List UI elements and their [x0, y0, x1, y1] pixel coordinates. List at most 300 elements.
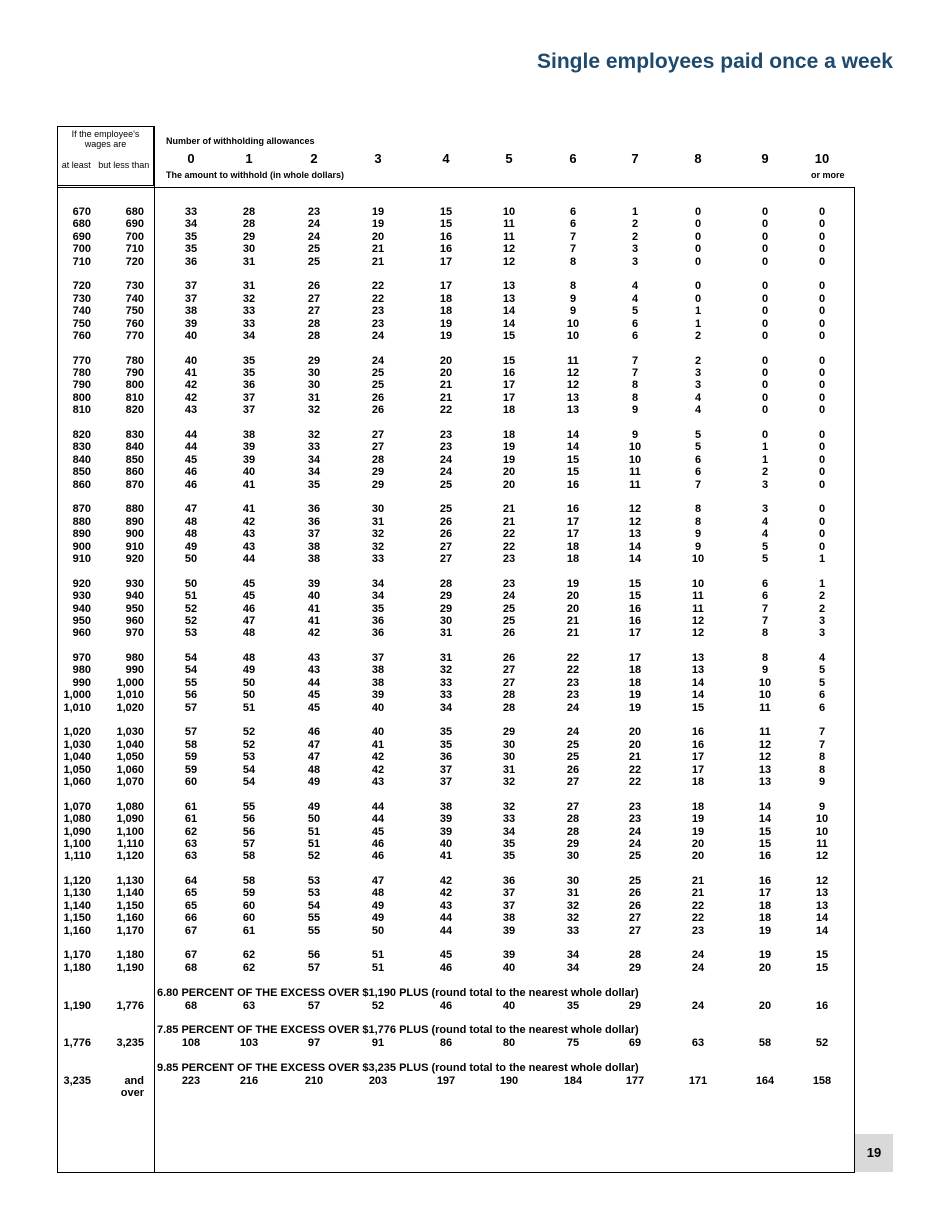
withholding-amount: 12 — [758, 751, 772, 764]
table-row — [0, 243, 950, 255]
withholding-amount: 1 — [694, 305, 702, 318]
withholding-amount: 61 — [242, 924, 256, 937]
withholding-amount: 48 — [184, 515, 198, 528]
withholding-amount: 34 — [371, 590, 385, 603]
withholding-amount: 14 — [628, 552, 642, 565]
withholding-amount: 17 — [439, 280, 453, 293]
wage-at-least: 980 — [72, 664, 91, 677]
withholding-amount: 31 — [502, 763, 516, 776]
table-row — [0, 541, 950, 553]
withholding-amount: 0 — [694, 243, 702, 256]
withholding-amount: 41 — [439, 850, 453, 863]
withholding-amount: 46 — [184, 466, 198, 479]
withholding-amount: 25 — [307, 255, 321, 268]
wage-at-least: 1,020 — [63, 726, 91, 739]
withholding-amount: 21 — [439, 391, 453, 404]
withholding-amount: 58 — [242, 875, 256, 888]
withholding-amount: 39 — [242, 453, 256, 466]
withholding-amount: 0 — [694, 218, 702, 231]
allowance-number: 0 — [187, 151, 195, 166]
withholding-amount: 43 — [439, 899, 453, 912]
withholding-amount: 27 — [502, 664, 516, 677]
withholding-amount: 49 — [307, 800, 321, 813]
table-row — [0, 1037, 950, 1049]
withholding-amount: 5 — [761, 540, 769, 553]
wage-at-least: 670 — [72, 206, 91, 218]
withholding-amount: 16 — [691, 738, 705, 751]
withholding-amount: 52 — [184, 602, 198, 615]
withholding-amount: 19 — [628, 701, 642, 714]
table-row — [0, 627, 950, 639]
withholding-amount: 15 — [439, 218, 453, 231]
or-more-label: or more — [811, 170, 845, 180]
withholding-amount: 43 — [242, 540, 256, 553]
withholding-amount: 0 — [761, 429, 769, 442]
withholding-amount: 15 — [628, 577, 642, 590]
table-row — [0, 801, 950, 813]
withholding-amount: 30 — [566, 850, 580, 863]
withholding-amount: 80 — [502, 1037, 516, 1049]
row-group — [0, 726, 950, 788]
withholding-amount: 44 — [371, 800, 385, 813]
withholding-amount: 3 — [761, 503, 769, 516]
withholding-amount: 16 — [439, 243, 453, 256]
withholding-amount: 5 — [761, 552, 769, 565]
withholding-amount: 28 — [502, 689, 516, 702]
table-row — [0, 379, 950, 391]
withholding-amount: 45 — [439, 949, 453, 962]
withholding-amount: 18 — [628, 676, 642, 689]
withholding-amount: 13 — [566, 404, 580, 417]
withholding-amount: 25 — [566, 738, 580, 751]
amount-label: The amount to withhold (in whole dollars) — [166, 170, 344, 180]
withholding-amount: 34 — [184, 218, 198, 231]
wage-at-least: 1,000 — [63, 689, 91, 702]
withholding-amount: 97 — [307, 1037, 321, 1049]
withholding-amount: 30 — [242, 243, 256, 256]
withholding-amount: 20 — [502, 466, 516, 479]
withholding-amount: 25 — [628, 875, 642, 888]
withholding-amount: 19 — [691, 813, 705, 826]
withholding-amount: 35 — [184, 230, 198, 243]
withholding-amount: 60 — [184, 775, 198, 788]
withholding-amount: 34 — [371, 577, 385, 590]
withholding-amount: 9 — [569, 292, 577, 305]
withholding-amount: 44 — [184, 441, 198, 454]
withholding-amount: 7 — [694, 478, 702, 491]
withholding-amount: 32 — [242, 292, 256, 305]
withholding-amount: 23 — [566, 676, 580, 689]
at-least-label: at least — [61, 160, 91, 170]
table-row — [0, 726, 950, 738]
withholding-amount: 43 — [371, 775, 385, 788]
withholding-amount: 19 — [439, 317, 453, 330]
withholding-amount: 21 — [371, 243, 385, 256]
withholding-amount: 0 — [694, 255, 702, 268]
withholding-amount: 57 — [307, 961, 321, 974]
wage-but-less-than: 1,130 — [116, 875, 144, 888]
withholding-amount: 32 — [566, 899, 580, 912]
withholding-amount: 53 — [242, 751, 256, 764]
withholding-amount: 6 — [569, 218, 577, 231]
withholding-amount: 25 — [439, 503, 453, 516]
withholding-amount: 36 — [184, 255, 198, 268]
allowance-number: 8 — [694, 151, 702, 166]
wage-but-less-than: 680 — [125, 206, 144, 218]
withholding-amount: 20 — [758, 961, 772, 974]
withholding-amount: 11 — [759, 726, 771, 739]
wage-but-less-than: 1,030 — [116, 726, 144, 739]
withholding-amount: 21 — [502, 503, 516, 516]
table-row — [0, 949, 950, 961]
withholding-amount: 10 — [502, 206, 516, 218]
withholding-amount: 28 — [307, 329, 321, 342]
withholding-amount: 41 — [307, 602, 321, 615]
wage-but-less-than: 990 — [125, 664, 144, 677]
withholding-amount: 32 — [307, 429, 321, 442]
withholding-amount: 0 — [818, 441, 826, 454]
withholding-amount: 39 — [242, 441, 256, 454]
withholding-amount: 17 — [628, 652, 642, 665]
wage-but-less-than: 880 — [125, 503, 144, 516]
withholding-amount: 50 — [242, 676, 256, 689]
withholding-amount: 28 — [628, 949, 642, 962]
withholding-amount: 55 — [307, 912, 321, 925]
wage-at-least: 890 — [72, 528, 91, 541]
wage-but-less-than: 840 — [125, 441, 144, 454]
withholding-amount: 21 — [691, 875, 705, 888]
withholding-amount: 37 — [242, 391, 256, 404]
withholding-amount: 13 — [691, 664, 705, 677]
withholding-amount: 52 — [371, 1000, 385, 1012]
withholding-amount: 7 — [631, 367, 639, 380]
table-row — [0, 231, 950, 243]
withholding-amount: 0 — [761, 379, 769, 392]
withholding-amount: 44 — [439, 912, 453, 925]
wage-at-least: 840 — [72, 453, 91, 466]
withholding-amount: 21 — [371, 255, 385, 268]
withholding-amount: 0 — [818, 317, 826, 330]
wage-at-least: 830 — [72, 441, 91, 454]
withholding-amount: 23 — [439, 441, 453, 454]
table-row — [0, 1000, 950, 1012]
table-row — [0, 218, 950, 230]
wage-but-less-than: 1,160 — [116, 912, 144, 925]
withholding-amount: 13 — [628, 528, 642, 541]
withholding-amount: 27 — [439, 540, 453, 553]
withholding-amount: 171 — [688, 1075, 708, 1087]
withholding-amount: 3 — [631, 255, 639, 268]
table-row — [0, 887, 950, 899]
withholding-amount: 7 — [761, 602, 769, 615]
withholding-amount: 7 — [818, 738, 826, 751]
withholding-amount: 24 — [691, 961, 705, 974]
withholding-amount: 43 — [242, 528, 256, 541]
wage-at-least: 690 — [72, 230, 91, 243]
withholding-amount: 36 — [307, 503, 321, 516]
withholding-amount: 8 — [818, 751, 826, 764]
withholding-amount: 8 — [569, 255, 577, 268]
withholding-amount: 35 — [502, 837, 516, 850]
withholding-amount: 24 — [371, 329, 385, 342]
withholding-amount: 158 — [812, 1075, 832, 1087]
withholding-amount: 55 — [184, 676, 198, 689]
withholding-amount: 37 — [242, 404, 256, 417]
withholding-amount: 15 — [758, 837, 772, 850]
withholding-amount: 0 — [694, 230, 702, 243]
withholding-amount: 34 — [439, 701, 453, 714]
withholding-amount: 14 — [691, 676, 705, 689]
header-divider — [57, 187, 855, 188]
table-row — [0, 1075, 950, 1100]
wage-at-least: 1,120 — [63, 875, 91, 888]
withholding-amount: 47 — [307, 738, 321, 751]
wage-at-least: 860 — [72, 478, 91, 491]
withholding-amount: 20 — [566, 590, 580, 603]
withholding-amount: 16 — [758, 850, 772, 863]
withholding-amount: 59 — [242, 887, 256, 900]
withholding-amount: 6 — [694, 453, 702, 466]
withholding-amount: 40 — [371, 701, 385, 714]
wage-but-less-than: 1,050 — [116, 751, 144, 764]
withholding-amount: 21 — [628, 751, 642, 764]
withholding-amount: 4 — [818, 652, 826, 665]
withholding-amount: 20 — [502, 478, 516, 491]
withholding-amount: 4 — [631, 292, 639, 305]
wage-at-least: 680 — [72, 218, 91, 231]
wage-but-less-than: 1,180 — [116, 949, 144, 962]
wage-but-less-than: 790 — [125, 367, 144, 380]
withholding-amount: 15 — [566, 466, 580, 479]
withholding-amount: 0 — [761, 367, 769, 380]
withholding-amount: 216 — [239, 1075, 259, 1087]
withholding-amount: 40 — [371, 726, 385, 739]
withholding-amount: 203 — [368, 1075, 388, 1087]
withholding-amount: 20 — [628, 726, 642, 739]
withholding-amount: 6 — [818, 689, 826, 702]
withholding-amount: 37 — [184, 292, 198, 305]
withholding-amount: 49 — [184, 540, 198, 553]
withholding-amount: 37 — [502, 899, 516, 912]
withholding-amount: 37 — [439, 763, 453, 776]
withholding-amount: 11 — [816, 837, 828, 850]
withholding-amount: 47 — [184, 503, 198, 516]
table-row — [0, 429, 950, 441]
withholding-amount: 8 — [631, 379, 639, 392]
withholding-amount: 48 — [242, 627, 256, 640]
withholding-amount: 23 — [628, 800, 642, 813]
withholding-amount: 50 — [371, 924, 385, 937]
withholding-amount: 54 — [184, 664, 198, 677]
withholding-amount: 4 — [761, 515, 769, 528]
withholding-amount: 27 — [371, 429, 385, 442]
withholding-amount: 17 — [566, 515, 580, 528]
withholding-amount: 8 — [631, 391, 639, 404]
withholding-amount: 24 — [628, 825, 642, 838]
withholding-amount: 5 — [694, 441, 702, 454]
excess-rule-text: 9.85 PERCENT OF THE EXCESS OVER $3,235 PLUS (round total to the nearest whole dollar) — [157, 1062, 639, 1074]
table-row — [0, 838, 950, 850]
wage-but-less-than: 910 — [125, 540, 144, 553]
withholding-amount: 0 — [818, 255, 826, 268]
withholding-amount: 19 — [691, 825, 705, 838]
withholding-amount: 46 — [242, 602, 256, 615]
wage-but-less-than: 710 — [125, 243, 144, 256]
withholding-amount: 51 — [307, 837, 321, 850]
withholding-amount: 0 — [818, 354, 826, 367]
withholding-amount: 51 — [371, 949, 385, 962]
withholding-amount: 29 — [502, 726, 516, 739]
withholding-amount: 26 — [371, 404, 385, 417]
withholding-amount: 0 — [761, 391, 769, 404]
wage-at-least: 1,180 — [63, 961, 91, 974]
withholding-amount: 15 — [758, 825, 772, 838]
withholding-amount: 20 — [566, 602, 580, 615]
withholding-amount: 57 — [242, 837, 256, 850]
withholding-amount: 37 — [439, 775, 453, 788]
table-row — [0, 503, 950, 515]
withholding-amount: 47 — [307, 751, 321, 764]
withholding-amount: 8 — [761, 652, 769, 665]
withholding-amount: 20 — [691, 837, 705, 850]
withholding-amount: 28 — [242, 218, 256, 231]
withholding-amount: 41 — [371, 738, 385, 751]
withholding-amount: 13 — [815, 887, 829, 900]
withholding-amount: 56 — [242, 825, 256, 838]
withholding-amount: 1 — [818, 577, 826, 590]
withholding-amount: 24 — [371, 354, 385, 367]
withholding-amount: 14 — [815, 924, 829, 937]
withholding-amount: 13 — [815, 899, 829, 912]
withholding-amount: 26 — [628, 887, 642, 900]
wage-but-less-than: 770 — [125, 329, 144, 342]
wage-but-less-than: 1,020 — [116, 701, 144, 714]
withholding-amount: 52 — [184, 614, 198, 627]
withholding-amount: 13 — [758, 775, 772, 788]
withholding-amount: 51 — [242, 701, 256, 714]
table-row — [0, 578, 950, 590]
withholding-amount: 0 — [818, 528, 826, 541]
withholding-amount: 103 — [239, 1037, 259, 1049]
wage-but-less-than: 930 — [125, 577, 144, 590]
withholding-amount: 16 — [628, 602, 642, 615]
table-row — [0, 900, 950, 912]
withholding-amount: 24 — [566, 701, 580, 714]
wage-but-less-than: 1,170 — [116, 924, 144, 937]
wage-at-least: 1,130 — [63, 887, 91, 900]
withholding-amount: 1 — [694, 317, 702, 330]
wage-at-least: 1,030 — [63, 738, 91, 751]
withholding-amount: 63 — [242, 1000, 256, 1012]
withholding-amount: 7 — [569, 243, 577, 256]
wage-at-least: 870 — [72, 503, 91, 516]
wage-at-least: 950 — [72, 614, 91, 627]
withholding-amount: 21 — [566, 614, 580, 627]
withholding-amount: 61 — [184, 813, 198, 826]
withholding-amount: 21 — [439, 379, 453, 392]
wage-but-less-than: 690 — [125, 218, 144, 231]
withholding-amount: 45 — [371, 825, 385, 838]
withholding-amount: 32 — [371, 540, 385, 553]
withholding-amount: 38 — [502, 912, 516, 925]
withholding-amount: 48 — [307, 763, 321, 776]
withholding-amount: 63 — [691, 1037, 705, 1049]
wage-at-least: 1,110 — [64, 850, 91, 863]
withholding-amount: 9 — [569, 305, 577, 318]
withholding-amount: 40 — [502, 1000, 516, 1012]
withholding-amount: 10 — [566, 317, 580, 330]
withholding-amount: 2 — [694, 329, 702, 342]
row-group — [0, 801, 950, 863]
withholding-amount: 46 — [371, 850, 385, 863]
withholding-amount: 6 — [761, 590, 769, 603]
wage-at-least: 790 — [72, 379, 91, 392]
withholding-amount: 26 — [566, 763, 580, 776]
withholding-amount: 48 — [242, 652, 256, 665]
withholding-amount: 31 — [242, 280, 256, 293]
withholding-amount: 28 — [566, 825, 580, 838]
withholding-amount: 11 — [503, 230, 515, 243]
withholding-amount: 37 — [184, 280, 198, 293]
table-row — [0, 516, 950, 528]
table-row — [0, 330, 950, 342]
withholding-amount: 34 — [502, 825, 516, 838]
withholding-amount: 29 — [628, 961, 642, 974]
withholding-amount: 3 — [631, 243, 639, 256]
withholding-amount: 59 — [184, 751, 198, 764]
withholding-amount: 2 — [818, 590, 826, 603]
table-row — [0, 603, 950, 615]
withholding-amount: 28 — [439, 577, 453, 590]
withholding-amount: 91 — [371, 1037, 385, 1049]
withholding-amount: 38 — [371, 664, 385, 677]
withholding-amount: 6 — [761, 577, 769, 590]
withholding-amount: 39 — [184, 317, 198, 330]
wages-subheader — [58, 160, 153, 170]
row-group — [0, 652, 950, 714]
wage-at-least: 1,170 — [63, 949, 91, 962]
wage-but-less-than: 730 — [125, 280, 144, 293]
withholding-amount: 23 — [566, 689, 580, 702]
withholding-amount: 56 — [242, 813, 256, 826]
withholding-amount: 48 — [184, 528, 198, 541]
table-row — [0, 206, 950, 218]
withholding-amount: 39 — [502, 924, 516, 937]
allowances-header — [154, 126, 854, 188]
withholding-amount: 57 — [184, 726, 198, 739]
withholding-amount: 34 — [307, 453, 321, 466]
withholding-amount: 164 — [755, 1075, 775, 1087]
withholding-amount: 23 — [439, 429, 453, 442]
table-row — [0, 479, 950, 491]
withholding-amount: 9 — [694, 540, 702, 553]
withholding-amount: 2 — [818, 602, 826, 615]
withholding-amount: 60 — [242, 912, 256, 925]
withholding-amount: 15 — [691, 701, 705, 714]
wage-at-least: 920 — [72, 577, 91, 590]
withholding-amount: 12 — [815, 875, 829, 888]
withholding-amount: 14 — [815, 912, 829, 925]
table-row — [0, 305, 950, 317]
withholding-amount: 63 — [184, 850, 198, 863]
withholding-amount: 33 — [371, 552, 385, 565]
wage-but-less-than: 940 — [125, 590, 144, 603]
withholding-amount: 19 — [502, 453, 516, 466]
withholding-amount: 37 — [307, 528, 321, 541]
withholding-amount: 34 — [566, 961, 580, 974]
withholding-amount: 0 — [818, 515, 826, 528]
allowance-number: 6 — [569, 151, 577, 166]
